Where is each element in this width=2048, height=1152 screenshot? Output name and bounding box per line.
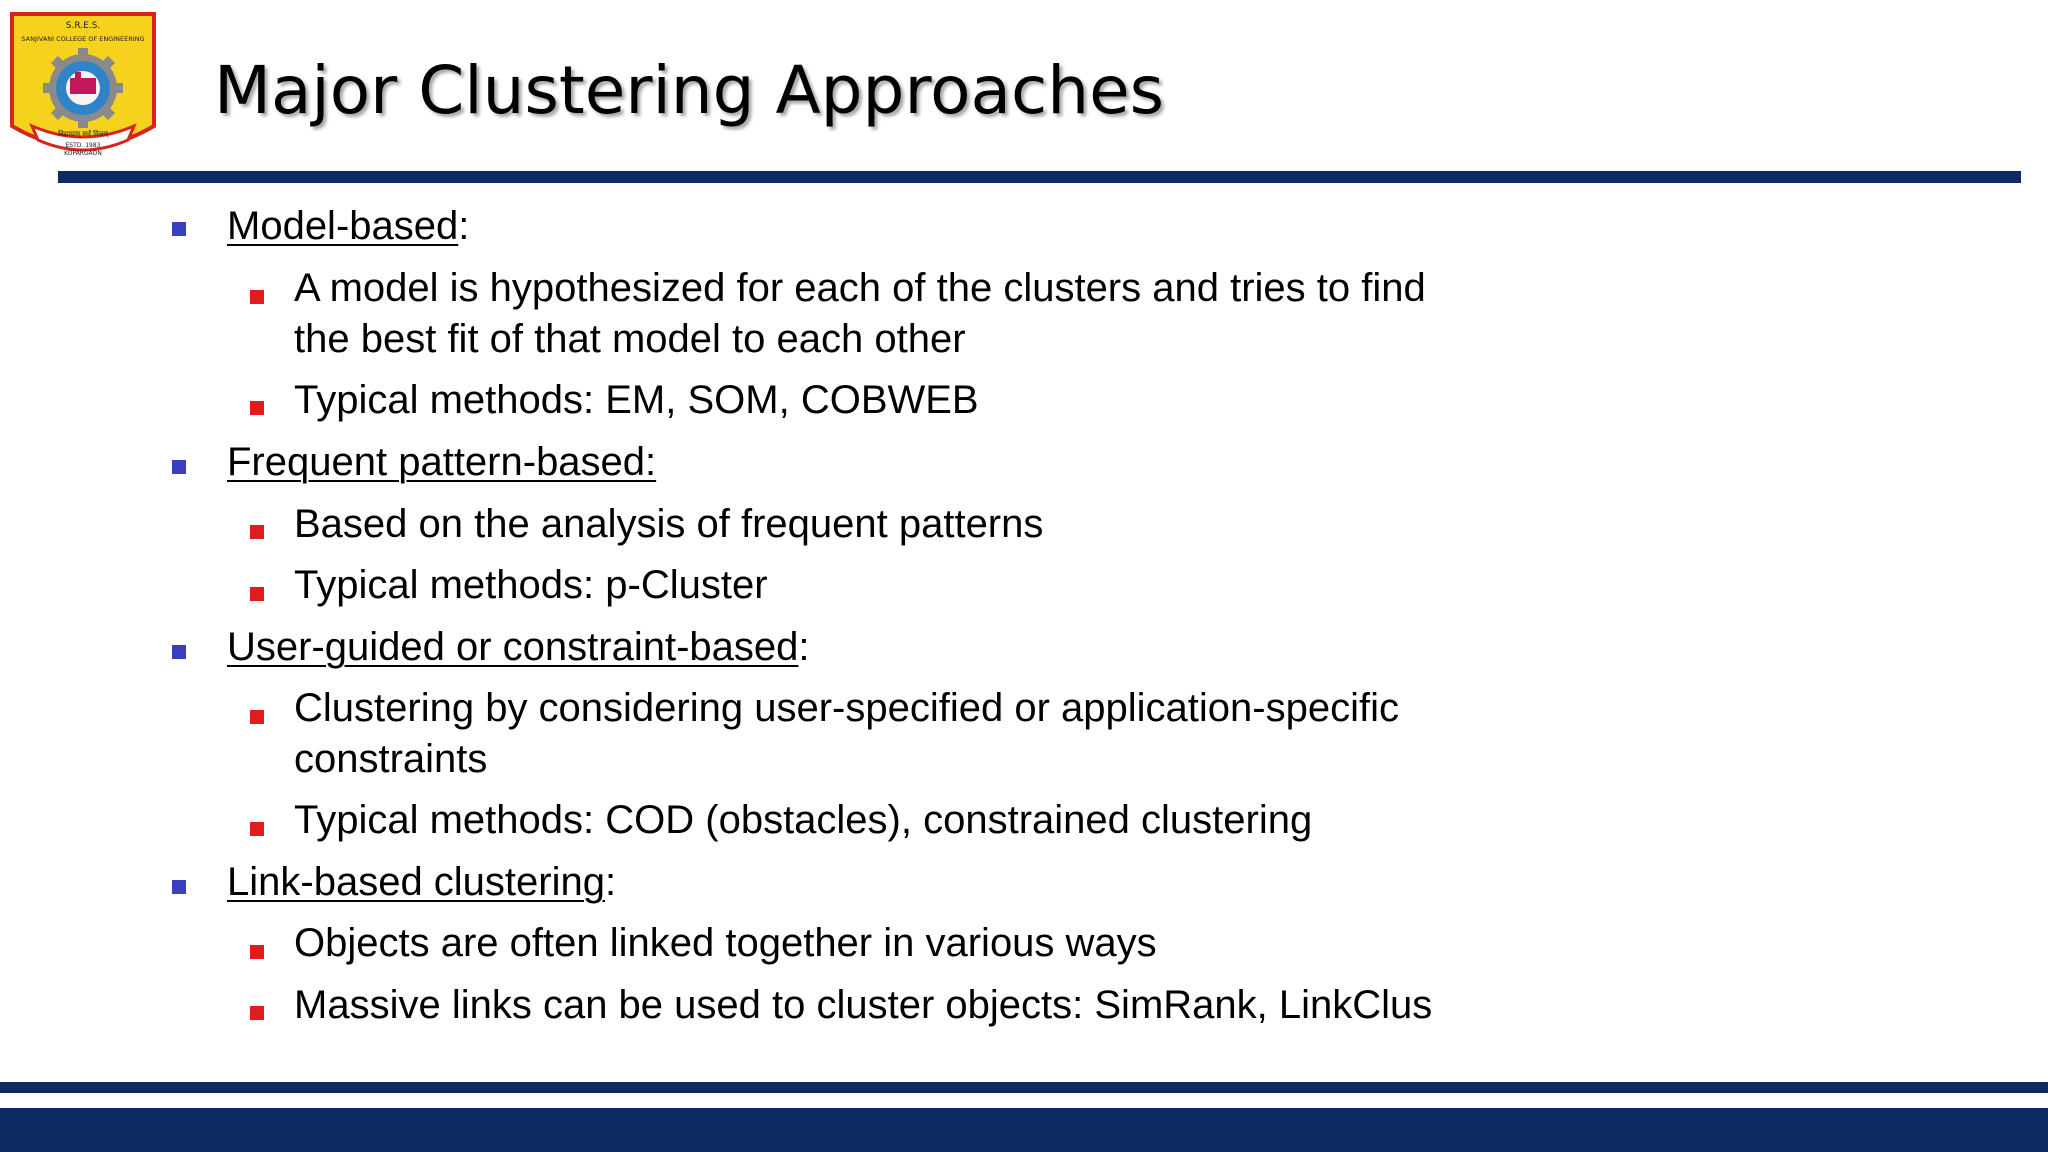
section-heading-text: Link-based clustering [227, 860, 605, 904]
point-line: Typical methods: COD (obstacles), constrained clustering [294, 798, 1313, 842]
section-heading-text: Model-based [227, 204, 459, 248]
slide-title: Major Clustering Approaches [214, 52, 1165, 129]
section-heading-text: User-guided or constraint-based [227, 625, 799, 669]
heading-suffix: : [605, 860, 617, 904]
logo-top-text: S.R.E.S. [65, 21, 101, 31]
logo-estd: ESTD. 1983 [65, 142, 101, 149]
section-heading-text: Frequent pattern-based: [227, 440, 657, 484]
point-line: Massive links can be used to cluster objects: SimRank, LinkClus [294, 983, 1433, 1027]
point-line: A model is hypothesized for each of the clusters and tries to find [294, 266, 1426, 310]
point-line: the best fit of that model to each other [294, 317, 966, 361]
point-line: Objects are often linked together in various ways [294, 921, 1157, 965]
college-logo [2, 8, 164, 170]
level1-bullet-icon [172, 645, 186, 659]
point-line: Based on the analysis of frequent patterns [294, 502, 1044, 546]
level2-bullet-icon [250, 945, 264, 959]
point-line: Typical methods: p-Cluster [294, 563, 768, 607]
level2-bullet-icon [250, 290, 264, 304]
logo-motto: विद्यायाम् सर्वं वित्तम् [58, 130, 108, 138]
level2-bullet-icon [250, 587, 264, 601]
heading-suffix: : [458, 204, 470, 248]
section-heading-model-based [227, 201, 469, 252]
heading-suffix: : [798, 625, 810, 669]
level1-bullet-icon [172, 460, 186, 474]
footer-divider [0, 1082, 2048, 1093]
level2-bullet-icon [250, 401, 264, 415]
logo-location: KOPARGAON [64, 150, 102, 157]
title-divider [58, 171, 2021, 183]
logo-college-name: SANJIVANI COLLEGE OF ENGINEERING [21, 35, 145, 43]
footer-bar [0, 1108, 2048, 1152]
point-line: Typical methods: EM, SOM, COBWEB [294, 378, 979, 422]
level1-bullet-icon [172, 222, 186, 236]
level2-bullet-icon [250, 710, 264, 724]
point-line: Clustering by considering user-specified or application-specific [294, 686, 1399, 730]
level2-bullet-icon [250, 822, 264, 836]
level2-bullet-icon [250, 1006, 264, 1020]
section-heading-user-guided [227, 622, 810, 673]
college-emblem-icon [2, 8, 164, 170]
level2-bullet-icon [250, 525, 264, 539]
point-line: constraints [294, 737, 488, 781]
level1-bullet-icon [172, 880, 186, 894]
section-heading-link-based [227, 857, 616, 908]
section-heading-frequent-pattern [227, 437, 656, 488]
